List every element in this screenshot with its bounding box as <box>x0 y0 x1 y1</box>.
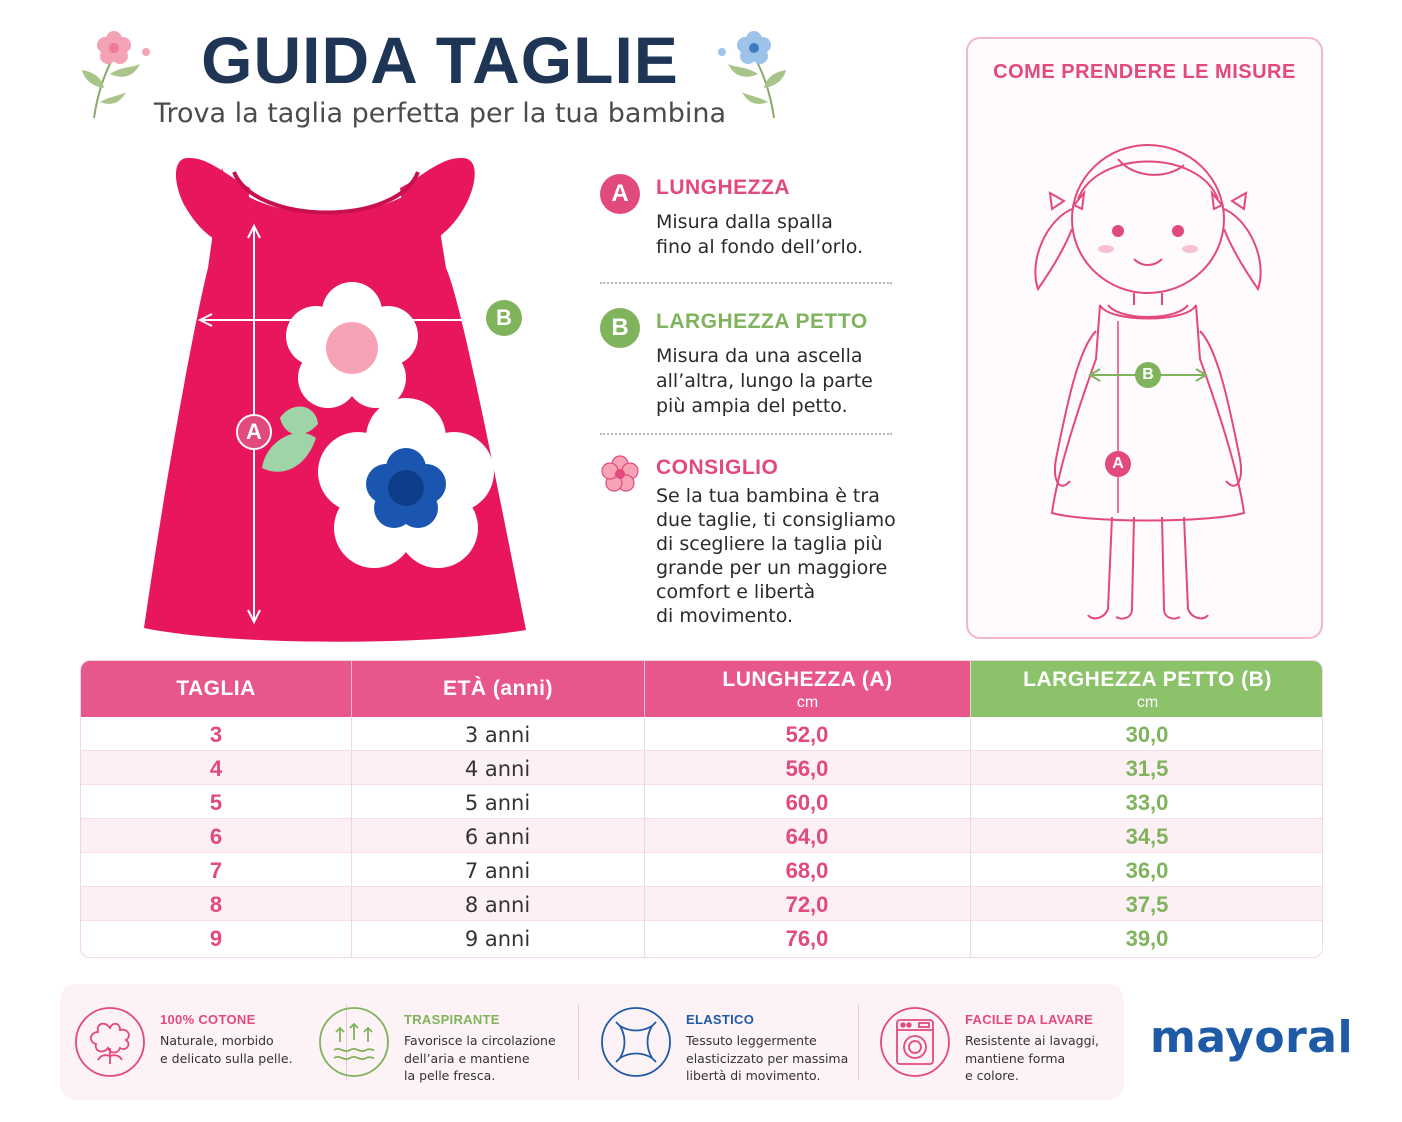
table-row <box>81 785 1322 819</box>
cell-length: 64,0 <box>785 824 829 849</box>
cell-chest: 34,5 <box>1125 824 1169 849</box>
cell-length: 56,0 <box>785 756 829 781</box>
legend-text-chest: Misura da una ascella all’altra, lungo la parte più ampia del petto. <box>656 345 873 417</box>
table-row <box>81 751 1322 785</box>
column-divider <box>644 717 645 958</box>
dress-badge-a: A <box>236 414 272 450</box>
flower-icon <box>600 454 640 494</box>
feature-text-cotton: Naturale, morbido e delicato sulla pelle. <box>160 1033 293 1066</box>
column-divider <box>351 717 352 958</box>
cell-length: 72,0 <box>785 892 829 917</box>
table-header-age: ETÀ (anni) <box>351 661 644 717</box>
girl-outline-illustration <box>1008 109 1288 629</box>
page-subtitle: Trova la taglia perfetta per la tua bambina <box>153 98 727 129</box>
breathable-icon <box>318 1006 390 1078</box>
cell-size: 6 <box>209 824 223 849</box>
cell-size: 9 <box>209 926 223 951</box>
cell-size: 7 <box>209 858 223 883</box>
feature-breathable <box>304 984 574 1100</box>
cell-age: 6 anni <box>464 825 531 849</box>
table-header-length: LUNGHEZZA (A) cm <box>644 661 970 717</box>
cell-length: 60,0 <box>785 790 829 815</box>
cell-age: 8 anni <box>464 893 531 917</box>
page-title: GUIDA TAGLIE <box>201 23 679 97</box>
cotton-icon <box>74 1006 146 1078</box>
feature-title-stretch: ELASTICO <box>686 1012 755 1027</box>
cell-length: 76,0 <box>785 926 829 951</box>
dress-illustration <box>130 148 550 648</box>
measure-panel <box>966 37 1323 639</box>
cell-age: 7 anni <box>464 859 531 883</box>
cell-age: 4 anni <box>464 757 531 781</box>
cell-age: 9 anni <box>464 927 531 951</box>
cell-chest: 30,0 <box>1125 722 1169 747</box>
feature-cotton <box>60 984 330 1100</box>
feature-title-cotton: 100% COTONE <box>160 1012 256 1027</box>
feature-washable <box>865 984 1135 1100</box>
cell-size: 3 <box>209 722 223 747</box>
cell-length: 68,0 <box>785 858 829 883</box>
legend-text-length: Misura dalla spalla fino al fondo dell’orlo. <box>656 211 864 258</box>
feature-title-washable: FACILE DA LAVARE <box>965 1012 1094 1027</box>
measure-panel-title: COME PRENDERE LE MISURE <box>993 61 1296 83</box>
table-header-size: TAGLIA <box>81 661 351 717</box>
table-row <box>81 921 1322 955</box>
feature-text-breathable: Favorisce la circolazione dell’aria e mantiene la pelle fresca. <box>404 1033 556 1083</box>
size-table <box>80 660 1323 958</box>
feature-stretch <box>586 984 856 1100</box>
cell-age: 3 anni <box>464 723 531 747</box>
table-row <box>81 887 1322 921</box>
cell-chest: 31,5 <box>1125 756 1169 781</box>
legend-title-tip: CONSIGLIO <box>656 456 779 479</box>
feature-text-stretch: Tessuto leggermente elasticizzato per massima libertà di movimento. <box>686 1033 849 1083</box>
girl-badge-b: B <box>1135 362 1161 388</box>
feature-divider <box>858 1004 859 1080</box>
legend-badge-b: B <box>600 308 640 348</box>
cell-chest: 37,5 <box>1125 892 1169 917</box>
table-header <box>81 661 1322 717</box>
girl-badge-a: A <box>1105 451 1131 477</box>
table-row <box>81 819 1322 853</box>
legend-title-chest: LARGHEZZA PETTO <box>656 310 868 333</box>
features-bar <box>60 984 1124 1100</box>
legend-badge-a: A <box>600 174 640 214</box>
table-header-chest: LARGHEZZA PETTO (B) cm <box>970 661 1323 717</box>
cell-size: 8 <box>209 892 223 917</box>
stretch-icon <box>600 1006 672 1078</box>
table-row <box>81 853 1322 887</box>
legend-text-tip: Se la tua bambina è tra due taglie, ti consigliamo di scegliere la taglia più grande per un maggiore comfort e libertà di movimento. <box>656 485 896 627</box>
feature-title-breathable: TRASPIRANTE <box>404 1012 500 1027</box>
cell-chest: 33,0 <box>1125 790 1169 815</box>
cell-age: 5 anni <box>464 791 531 815</box>
table-row <box>81 717 1322 751</box>
cell-size: 5 <box>209 790 223 815</box>
feature-text-washable: Resistente ai lavaggi, mantiene forma e colore. <box>965 1033 1100 1083</box>
column-divider <box>970 717 971 958</box>
legend-divider <box>600 433 892 435</box>
cell-chest: 39,0 <box>1125 926 1169 951</box>
cell-length: 52,0 <box>785 722 829 747</box>
legend-divider <box>600 282 892 284</box>
dress-badge-b: B <box>486 300 522 336</box>
feature-divider <box>578 1004 579 1080</box>
washing-machine-icon <box>879 1006 951 1078</box>
cell-size: 4 <box>209 756 223 781</box>
legend-title-length: LUNGHEZZA <box>656 176 790 199</box>
cell-chest: 36,0 <box>1125 858 1169 883</box>
brand-logo: mayoral <box>1150 1012 1354 1063</box>
